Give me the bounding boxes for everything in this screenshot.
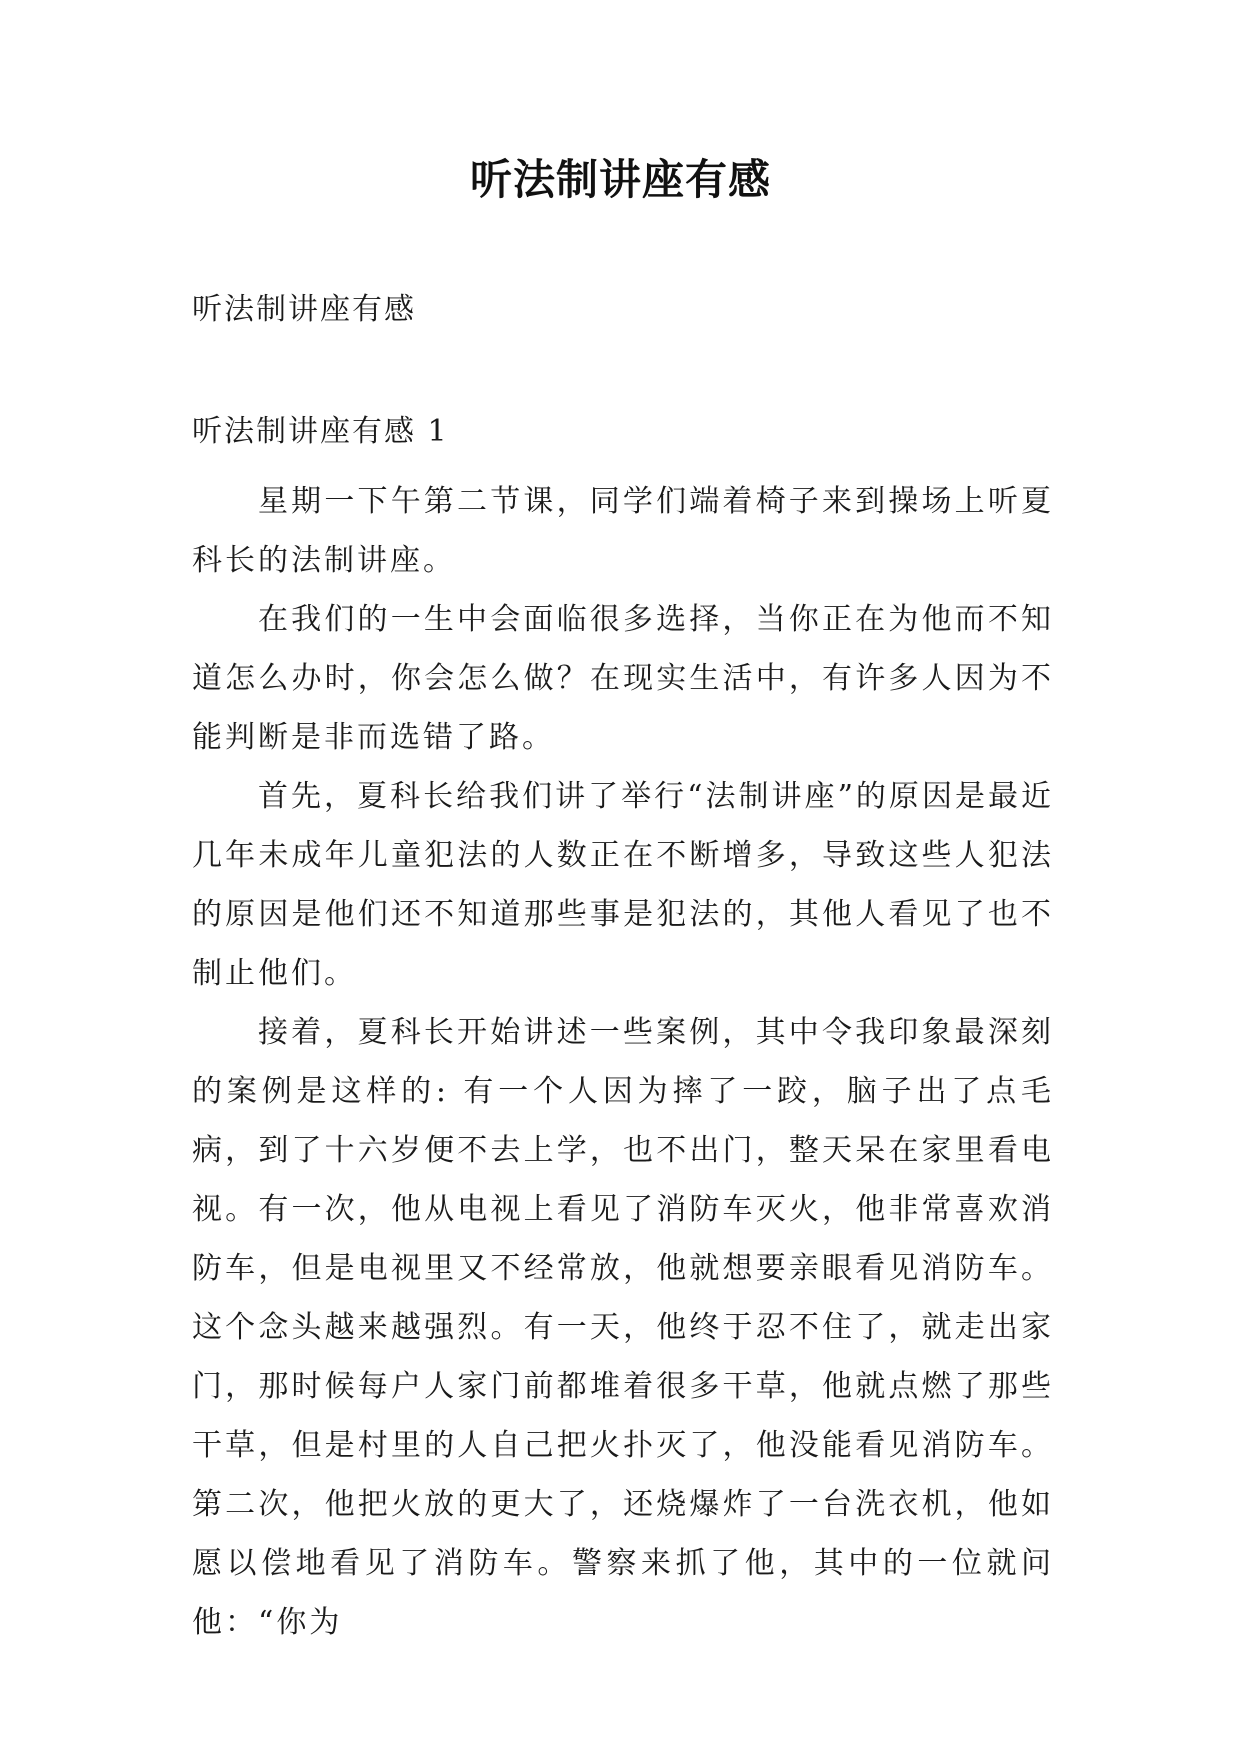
paragraph: 首先，夏科长给我们讲了举行“法制讲座”的原因是最近几年未成年儿童犯法的人数正在不断增多，导致这些人犯法的原因是他们还不知道那些事是犯法的，其他人看见了也不制止他们。 xyxy=(192,779,1054,991)
document-subtitle: 听法制讲座有感 xyxy=(192,292,416,327)
paragraph: 在我们的一生中会面临很多选择，当你正在为他而不知道怎么办时，你会怎么做？在现实生活中，有许多人因为不能判断是非而选错了路。 xyxy=(192,602,1054,755)
paragraph: 星期一下午第二节课，同学们端着椅子来到操场上听夏科长的法制讲座。 xyxy=(192,484,1054,578)
document-title: 听法制讲座有感 xyxy=(469,155,771,204)
section-heading: 听法制讲座有感 1 xyxy=(192,414,449,449)
paragraph: 接着，夏科长开始讲述一些案例，其中令我印象最深刻的案例是这样的: 有一个人因为摔了一跤，脑子出了点毛病，到了十六岁便不去上学，也不出门，整天呆在家里看电视。有一次，他从电视上看见了消防车灭火，他非常喜欢消防车，但是电视里又不经常放，他就想要亲眼看见消防车。这个念头越来越强烈。有一天，他终于忍不住了，就走出家门，那时候每户人家门前都堆着很多干草，他就点燃了那些干草，但是村里的人自己把火扑灭了，他没能看见消防车。第二次，他把火放的更大了，还烧爆炸了一台洗衣机，他如愿以偿地看见了消防车。警察来抓了他，其中的一位就问他：“你为 xyxy=(192,1015,1054,1640)
body-text xyxy=(192,472,1054,1652)
